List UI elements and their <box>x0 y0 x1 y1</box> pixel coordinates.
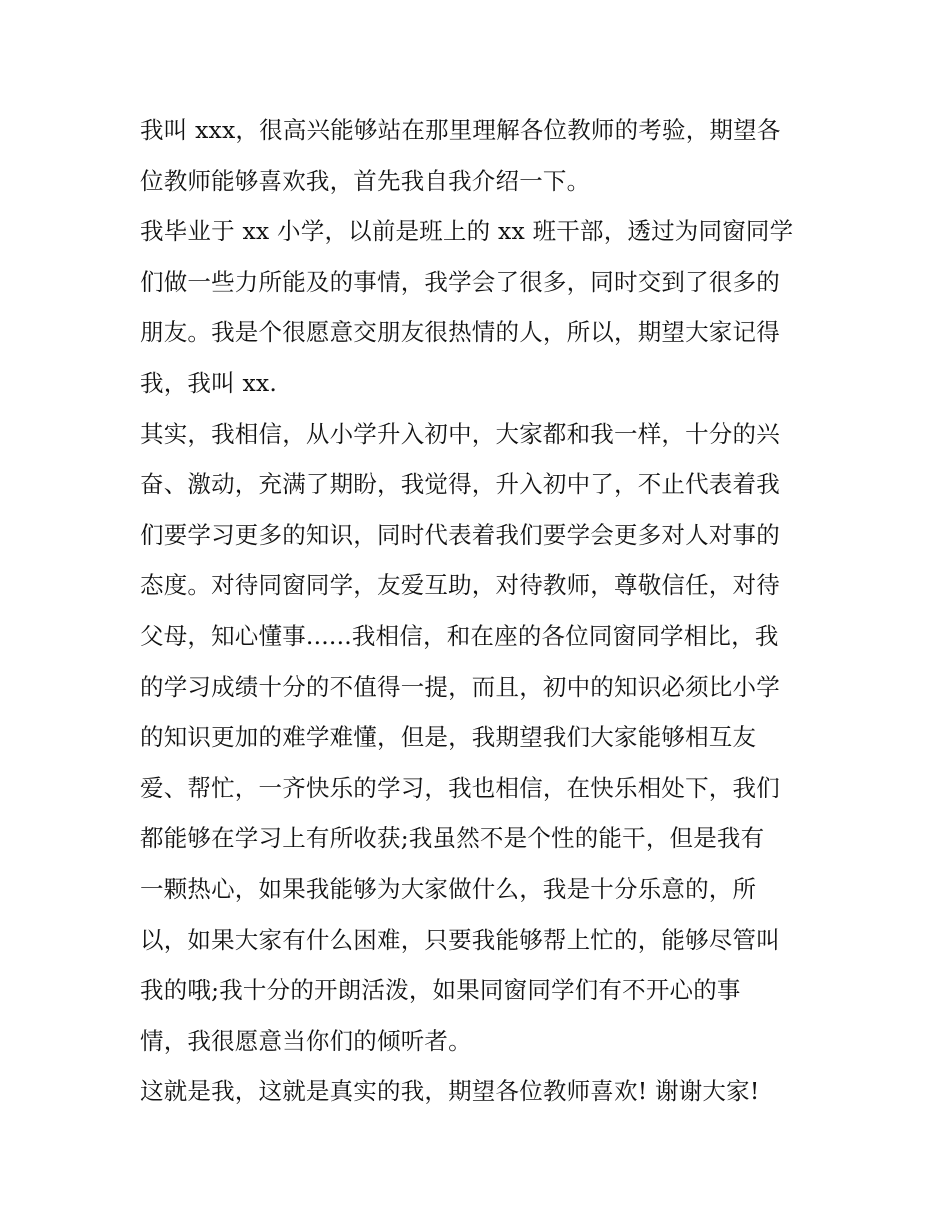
text-line: 们要学习更多的知识，同时代表着我们要学会更多对人对事的 <box>140 521 780 549</box>
text-line: 奋、激动，充满了期盼，我觉得，升入初中了，不止代表着我 <box>140 470 780 498</box>
text-line: 都能够在学习上有所收获;我虽然不是个性的能干，但是我有 <box>140 824 765 852</box>
text-line: 以，如果大家有什么困难，只要我能够帮上忙的，能够尽管叫 <box>140 926 780 954</box>
text-line: 爱、帮忙，一齐快乐的学习，我也相信，在快乐相处下，我们 <box>140 774 780 802</box>
text-line: 位教师能够喜欢我，首先我自我介绍一下。 <box>140 167 591 195</box>
text-line: 态度。对待同窗同学，友爱互助，对待教师，尊敬信任，对待 <box>140 571 780 599</box>
text-line: 其实，我相信，从小学升入初中，大家都和我一样，十分的兴 <box>140 420 780 448</box>
text-line: 们做一些力所能及的事情，我学会了很多，同时交到了很多的 <box>140 268 780 296</box>
text-line: 我，我叫 xx. <box>140 369 278 397</box>
text-line: 朋友。我是个很愿意交朋友很热情的人，所以，期望大家记得 <box>140 318 780 346</box>
text-line: 的学习成绩十分的不值得一提，而且，初中的知识必须比小学 <box>140 673 780 701</box>
text-line: 这就是我，这就是真实的我，期望各位教师喜欢! 谢谢大家! <box>140 1077 760 1105</box>
text-line: 一颗热心，如果我能够为大家做什么，我是十分乐意的，所 <box>140 875 757 903</box>
text-line: 父母，知心懂事......我相信，和在座的各位同窗同学相比，我 <box>140 622 779 650</box>
text-line: 我叫 xxx，很高兴能够站在那里理解各位教师的考验，期望各 <box>140 116 781 144</box>
text-line: 的知识更加的难学难懂，但是，我期望我们大家能够相互友 <box>140 723 757 751</box>
text-line: 我的哦;我十分的开朗活泼，如果同窗同学们有不开心的事 <box>140 976 741 1004</box>
text-line: 我毕业于 xx 小学，以前是班上的 xx 班干部，透过为同窗同学 <box>140 217 794 245</box>
text-line: 情，我很愿意当你们的倾听者。 <box>140 1027 472 1055</box>
